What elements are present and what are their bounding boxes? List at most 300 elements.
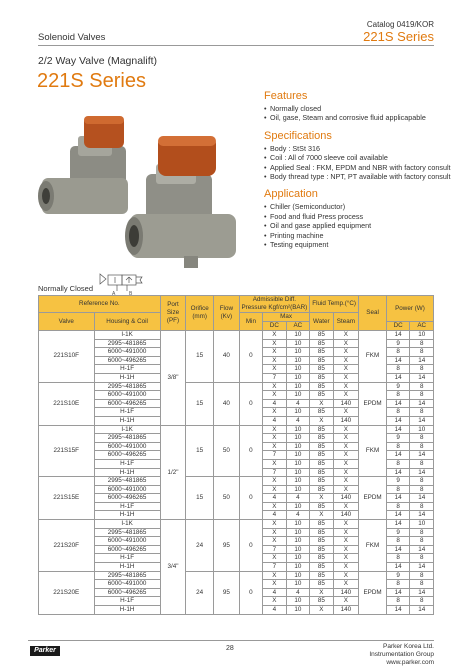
table-cell: H-1F (94, 502, 160, 511)
table-cell: FKM (359, 331, 387, 383)
table-cell: H-1F (94, 554, 160, 563)
table-cell: 2995~481865 (94, 528, 160, 537)
table-cell: 8 (386, 485, 409, 494)
table-cell: X (263, 554, 286, 563)
table-cell: X (333, 356, 359, 365)
specifications-list (264, 144, 454, 182)
company-info (369, 643, 434, 667)
table-cell: 10 (286, 528, 310, 537)
table-cell: 8 (386, 442, 409, 451)
table-row (39, 382, 434, 391)
table-cell: X (310, 416, 333, 425)
col-max-dc: DC (263, 322, 286, 331)
table-cell: 14 (410, 356, 434, 365)
table-cell: X (263, 382, 286, 391)
table-cell: 140 (333, 494, 359, 503)
col-orifice: Orifice (mm) (186, 296, 214, 331)
table-cell: 4 (286, 588, 310, 597)
table-cell: 4 (263, 588, 286, 597)
table-cell: 85 (310, 477, 333, 486)
table-cell: 14 (386, 545, 409, 554)
table-cell: X (333, 373, 359, 382)
list-item: • Coil : All of 7000 sleeve coil available (264, 153, 454, 162)
specifications-title: Specifications (264, 129, 332, 142)
table-cell: 8 (410, 459, 434, 468)
table-cell: 1/2" (160, 425, 186, 520)
table-cell: 10 (410, 425, 434, 434)
table-cell: X (333, 459, 359, 468)
table-cell: 85 (310, 554, 333, 563)
table-cell: 85 (310, 442, 333, 451)
col-flow: Flow (Kv) (214, 296, 240, 331)
table-cell: 85 (310, 382, 333, 391)
table-row (39, 477, 434, 486)
page-subtitle: 2/2 Way Valve (Magnalift) (38, 55, 158, 67)
table-cell: 8 (410, 442, 434, 451)
table-cell: I-1K (94, 520, 160, 529)
table-cell: 14 (410, 606, 434, 615)
table-cell: 85 (310, 545, 333, 554)
table-header (39, 296, 434, 331)
table-cell: 10 (286, 408, 310, 417)
table-cell: X (333, 554, 359, 563)
table-cell: 7 (263, 451, 286, 460)
table-cell: 85 (310, 356, 333, 365)
list-item: • Oil and gase applied equipment (264, 221, 454, 230)
table-cell: 8 (410, 365, 434, 374)
table-cell: 85 (310, 597, 333, 606)
table-cell: H-1F (94, 459, 160, 468)
table-cell: 85 (310, 459, 333, 468)
table-cell: 8 (386, 597, 409, 606)
list-item: • Chiller (Semiconductor) (264, 202, 454, 211)
table-cell: 7 (263, 373, 286, 382)
table-cell: 10 (286, 554, 310, 563)
table-cell: 14 (410, 399, 434, 408)
header-series: 221S Series (363, 29, 434, 44)
table-cell: 14 (386, 416, 409, 425)
table-cell: X (263, 520, 286, 529)
table-cell: 15 (186, 477, 214, 520)
table-cell: 7 (263, 468, 286, 477)
table-cell: X (333, 365, 359, 374)
table-cell: X (263, 485, 286, 494)
section-title: Solenoid Valves (38, 32, 106, 43)
col-power: Power (W) (386, 296, 433, 322)
table-cell: 50 (214, 425, 240, 477)
valve-symbol-diagram (96, 272, 156, 296)
table-cell: 6000~496265 (94, 545, 160, 554)
table-cell: 221S10F (39, 331, 95, 383)
table-cell: 3/8" (160, 331, 186, 426)
table-cell: 10 (286, 365, 310, 374)
list-item: • Applied Seal : FKM, EPDM and NBR with factory consult (264, 163, 454, 172)
list-item: • Body : StSt 316 (264, 144, 454, 153)
table-cell: 14 (410, 545, 434, 554)
table-cell: 85 (310, 528, 333, 537)
table-cell: X (333, 382, 359, 391)
port-a-label: A (112, 291, 116, 296)
table-cell: 8 (386, 348, 409, 357)
table-cell: X (333, 545, 359, 554)
table-cell: 2995~481865 (94, 477, 160, 486)
table-cell: H-1H (94, 468, 160, 477)
table-cell: EPDM (359, 571, 387, 614)
table-cell: X (263, 408, 286, 417)
table-cell: X (310, 399, 333, 408)
table-cell: 9 (386, 528, 409, 537)
table-cell: 10 (286, 502, 310, 511)
table-cell: 4 (286, 511, 310, 520)
table-cell: 24 (186, 571, 214, 614)
table-cell: X (310, 606, 333, 615)
table-cell: X (263, 339, 286, 348)
table-cell: 85 (310, 373, 333, 382)
table-cell: 221S20E (39, 571, 95, 614)
table-cell: 85 (310, 485, 333, 494)
table-cell: 9 (386, 339, 409, 348)
table-cell: X (263, 580, 286, 589)
table-cell: 95 (214, 571, 240, 614)
table-cell: 10 (286, 382, 310, 391)
spec-table (38, 295, 434, 615)
table-cell: 95 (214, 520, 240, 572)
table-cell: 85 (310, 408, 333, 417)
table-cell: FKM (359, 520, 387, 572)
table-cell: 140 (333, 588, 359, 597)
table-cell: 15 (186, 382, 214, 425)
table-cell: 85 (310, 580, 333, 589)
table-cell: 10 (286, 442, 310, 451)
table-cell: X (333, 528, 359, 537)
table-cell: 2995~481865 (94, 571, 160, 580)
table-cell: 8 (410, 597, 434, 606)
table-cell: 8 (410, 477, 434, 486)
table-cell: 10 (286, 606, 310, 615)
company-group: Instrumentation Group (369, 651, 434, 658)
table-cell: 8 (410, 571, 434, 580)
table-cell: 15 (186, 331, 214, 383)
table-cell: 10 (286, 348, 310, 357)
table-cell: X (263, 571, 286, 580)
table-cell: 14 (410, 588, 434, 597)
col-pressure: Admissible Diff. Pressure Kgf/cm²(BAR) (239, 296, 309, 313)
table-cell: 8 (386, 391, 409, 400)
table-cell: 8 (410, 554, 434, 563)
table-row (39, 571, 434, 580)
col-power-dc: DC (386, 322, 409, 331)
table-cell: 15 (186, 425, 214, 477)
table-cell: 3/4" (160, 520, 186, 615)
table-cell: 85 (310, 468, 333, 477)
table-cell: 10 (286, 391, 310, 400)
table-cell: H-1H (94, 511, 160, 520)
list-item: • Body thread type : NPT, PT available with factory consult (264, 172, 454, 181)
table-cell: 221S20F (39, 520, 95, 572)
table-cell: 14 (410, 416, 434, 425)
valve-image-back (38, 116, 128, 214)
table-cell: H-1H (94, 563, 160, 572)
table-cell: 9 (386, 434, 409, 443)
table-cell: H-1F (94, 365, 160, 374)
table-cell: 6000~491000 (94, 580, 160, 589)
table-cell: 10 (286, 563, 310, 572)
table-cell: 0 (239, 425, 262, 477)
table-cell: 8 (386, 580, 409, 589)
table-cell: 10 (286, 468, 310, 477)
list-item: • Testing equipment (264, 240, 454, 249)
table-cell: 14 (410, 511, 434, 520)
table-cell: 14 (386, 494, 409, 503)
table-cell: 10 (286, 425, 310, 434)
table-cell: X (263, 528, 286, 537)
table-cell: X (263, 434, 286, 443)
table-row (39, 331, 434, 340)
col-seal: Seal (359, 296, 387, 331)
table-cell: X (263, 442, 286, 451)
table-cell: H-1H (94, 416, 160, 425)
table-cell: 14 (386, 563, 409, 572)
table-cell: X (310, 494, 333, 503)
table-cell: X (333, 451, 359, 460)
table-cell: 85 (310, 348, 333, 357)
application-title: Application (264, 188, 318, 201)
table-cell: H-1H (94, 606, 160, 615)
table-cell: 14 (386, 520, 409, 529)
table-cell: 6000~491000 (94, 485, 160, 494)
parker-logo: Parker (30, 646, 60, 656)
table-cell: X (333, 339, 359, 348)
table-cell: 85 (310, 365, 333, 374)
table-cell: 40 (214, 382, 240, 425)
table-cell: 14 (410, 451, 434, 460)
table-cell: X (263, 391, 286, 400)
catalog-number: Catalog 0419/KOR (366, 20, 434, 29)
table-cell: 10 (286, 339, 310, 348)
table-cell: 140 (333, 399, 359, 408)
table-cell: 4 (263, 399, 286, 408)
table-cell: 7 (263, 545, 286, 554)
table-cell: 14 (386, 511, 409, 520)
table-cell: X (333, 348, 359, 357)
table-cell: H-1F (94, 597, 160, 606)
table-cell: 85 (310, 434, 333, 443)
table-cell: 14 (410, 494, 434, 503)
table-cell: 6000~491000 (94, 348, 160, 357)
table-cell: FKM (359, 425, 387, 477)
table-cell: 221S15E (39, 477, 95, 520)
table-cell: 85 (310, 571, 333, 580)
table-cell: 14 (386, 425, 409, 434)
table-cell: 0 (239, 520, 262, 572)
table-cell: X (263, 537, 286, 546)
col-fluid-temp: Fluid Temp.(°C) (310, 296, 359, 313)
table-cell: 8 (410, 580, 434, 589)
table-cell: 6000~496265 (94, 356, 160, 365)
table-cell: 10 (286, 597, 310, 606)
table-cell: X (263, 348, 286, 357)
table-cell: X (263, 502, 286, 511)
table-cell: 8 (410, 408, 434, 417)
table-cell: 10 (410, 520, 434, 529)
table-cell: 85 (310, 391, 333, 400)
table-cell: 85 (310, 502, 333, 511)
table-cell: 221S10E (39, 382, 95, 425)
header-divider (38, 45, 434, 46)
table-cell: 8 (386, 408, 409, 417)
table-cell: X (333, 331, 359, 340)
col-max: Max (263, 313, 310, 322)
table-cell: 7 (263, 563, 286, 572)
table-cell: X (310, 511, 333, 520)
table-cell: 4 (286, 494, 310, 503)
table-cell: X (263, 477, 286, 486)
table-cell: 14 (410, 563, 434, 572)
table-cell: 10 (286, 520, 310, 529)
col-reference: Reference No. (39, 296, 161, 313)
table-cell: 8 (386, 554, 409, 563)
table-cell: X (333, 477, 359, 486)
valve-image-front (125, 136, 236, 268)
table-cell: 14 (386, 373, 409, 382)
table-cell: 10 (286, 571, 310, 580)
table-cell: 10 (286, 545, 310, 554)
table-cell: I-1K (94, 425, 160, 434)
table-cell: 8 (410, 339, 434, 348)
table-cell: 10 (286, 356, 310, 365)
col-housing-coil: Housing & Coil (94, 313, 160, 331)
table-cell: H-1F (94, 408, 160, 417)
table-cell: 8 (410, 502, 434, 511)
col-power-ac: AC (410, 322, 434, 331)
table-cell: 10 (286, 580, 310, 589)
table-cell: 85 (310, 537, 333, 546)
table-cell: 6000~491000 (94, 442, 160, 451)
table-cell: 10 (286, 434, 310, 443)
list-item: • Oil, gase, Steam and corrosive fluid applicapable (264, 113, 454, 122)
table-cell: 14 (386, 606, 409, 615)
table-cell: X (333, 580, 359, 589)
table-cell: X (263, 331, 286, 340)
table-cell: X (263, 356, 286, 365)
table-cell: 0 (239, 331, 262, 383)
table-cell: 0 (239, 477, 262, 520)
table-cell: X (333, 537, 359, 546)
table-cell: 14 (410, 468, 434, 477)
table-cell: EPDM (359, 382, 387, 425)
table-cell: X (333, 425, 359, 434)
table-cell: 8 (410, 537, 434, 546)
application-list (264, 202, 454, 249)
table-cell: 4 (263, 606, 286, 615)
table-cell: 2995~481865 (94, 382, 160, 391)
table-cell: 10 (286, 485, 310, 494)
table-cell: 9 (386, 477, 409, 486)
table-cell: 0 (239, 571, 262, 614)
table-cell: 85 (310, 520, 333, 529)
table-cell: 4 (263, 416, 286, 425)
port-b-label: B (129, 291, 133, 296)
table-cell: X (263, 425, 286, 434)
table-row (39, 425, 434, 434)
table-cell: X (333, 502, 359, 511)
product-photo (34, 108, 246, 276)
table-cell: 4 (286, 416, 310, 425)
table-cell: 85 (310, 563, 333, 572)
table-cell: 14 (410, 373, 434, 382)
table-cell: 85 (310, 425, 333, 434)
table-cell: 10 (286, 537, 310, 546)
table-cell: 10 (286, 477, 310, 486)
table-cell: 4 (286, 399, 310, 408)
table-cell: 8 (410, 382, 434, 391)
table-cell: 10 (286, 459, 310, 468)
table-cell: 6000~491000 (94, 537, 160, 546)
table-cell: X (333, 485, 359, 494)
table-cell: X (263, 365, 286, 374)
table-cell: X (333, 563, 359, 572)
table-cell: I-1K (94, 331, 160, 340)
features-title: Features (264, 90, 308, 102)
table-cell: 0 (239, 382, 262, 425)
company-name: Parker Korea Ltd. (383, 643, 434, 650)
table-cell: 14 (386, 331, 409, 340)
table-cell: 10 (410, 331, 434, 340)
table-cell: 140 (333, 416, 359, 425)
table-cell: X (263, 459, 286, 468)
list-item: • Food and fluid Press process (264, 212, 454, 221)
table-cell: 2995~481865 (94, 339, 160, 348)
table-body (39, 331, 434, 615)
table-cell: 140 (333, 511, 359, 520)
table-cell: 10 (286, 451, 310, 460)
table-cell: X (333, 434, 359, 443)
page-number: 28 (226, 645, 234, 652)
table-cell: X (333, 597, 359, 606)
table-cell: 9 (386, 571, 409, 580)
normally-closed-label: Normally Closed (38, 284, 94, 293)
table-cell: X (333, 571, 359, 580)
table-cell: 6000~496265 (94, 588, 160, 597)
table-cell: X (310, 588, 333, 597)
table-cell: 14 (386, 399, 409, 408)
footer-divider (28, 640, 434, 641)
table-cell: X (333, 520, 359, 529)
table-cell: 6000~491000 (94, 391, 160, 400)
table-cell: 8 (410, 348, 434, 357)
table-cell: H-1H (94, 373, 160, 382)
table-cell: 14 (386, 468, 409, 477)
table-cell: 8 (386, 537, 409, 546)
table-cell: X (333, 408, 359, 417)
features-list (264, 104, 454, 123)
col-max-ac: AC (286, 322, 310, 331)
table-cell: 24 (186, 520, 214, 572)
table-cell: X (333, 442, 359, 451)
table-cell: 6000~496265 (94, 399, 160, 408)
table-cell: 140 (333, 606, 359, 615)
table-cell: 6000~496265 (94, 451, 160, 460)
table-cell: 2995~481865 (94, 434, 160, 443)
table-cell: 10 (286, 373, 310, 382)
table-cell: X (263, 597, 286, 606)
table-cell: 8 (410, 434, 434, 443)
table-cell: 4 (263, 494, 286, 503)
table-cell: 8 (386, 459, 409, 468)
table-cell: 50 (214, 477, 240, 520)
table-cell: X (333, 391, 359, 400)
table-cell: 14 (386, 451, 409, 460)
